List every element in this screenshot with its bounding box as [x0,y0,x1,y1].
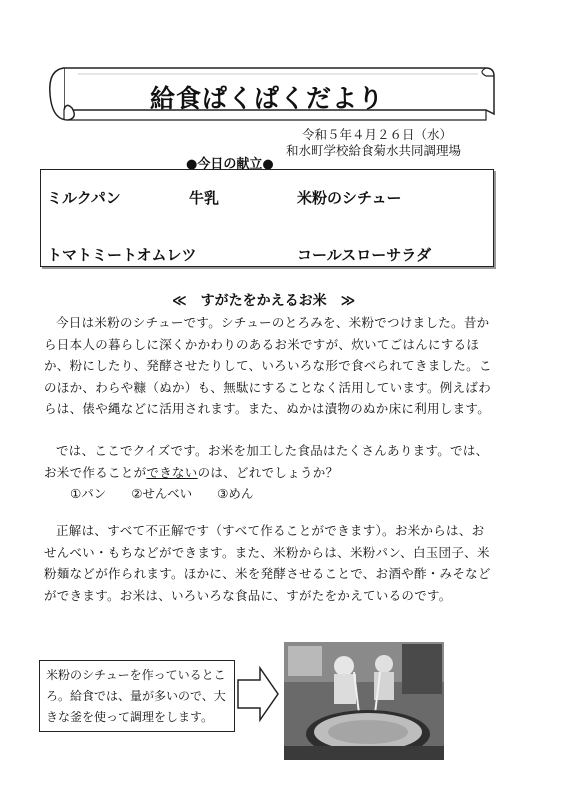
menu-item-milk: 牛乳 [189,189,220,207]
article-paragraph-2 [44,440,494,483]
menu-box [40,169,494,267]
article-paragraph-3: 正解は、すべて不正解です（すべて作ることができます）。お米からは、おせんべい・もちなどができます。また、米粉からは、米粉パン、白玉団子、米粉麺などが作られます。ほかに、米を発酵させることで、お酒や酢・みそなどができます。お米は、いろいろな食品に、すがたをかえているのです。 [44,523,491,603]
quiz-choices: ①パン ②せんべい ③めん [70,486,254,501]
kitchen-cooking-photo [284,642,444,760]
school-name: 和水町学校給食菊水共同調理場 [286,143,462,158]
menu-item-milk-bread: ミルクパン [47,189,121,207]
newsletter-title: 給食ぱくぱくだより [150,84,385,113]
article-title: ≪ すがたをかえるお米 ≫ [172,293,356,309]
quiz-underlined-text: できない [146,464,198,480]
issue-date: 令和５年４月２６日（水） [302,127,453,142]
article-paragraph-1: 今日は米粉のシチューです。シチューのとろみを、米粉でつけました。昔から日本人の暮らしに深くかかわりのあるお米ですが、炊いてごはんにするほか、粉にしたり、発酵させたりして、いろいろな形で食べられてきました。このほか、わらや糠（ぬか）も、無駄にすることなく活用しています。例えばわらは、俵や縄などに活用されます。また、ぬかは漬物のぬか床に利用します。 [44,315,492,416]
menu-heading: ●今日の献立● [186,157,274,172]
menu-item-tomato-meat-omelet: トマトミートオムレツ [47,246,197,264]
arrow-right-icon [236,664,280,724]
quiz-text-before: では、ここでクイズです。お米を加工した食品はたくさんあります。では、お米で作ることが [44,443,489,480]
photo-caption: 米粉のシチューを作っているところ。給食では、量が多いので、大きな釜を使って調理をします。 [39,660,235,732]
menu-item-rice-flour-stew: 米粉のシチュー [297,189,402,207]
menu-item-coleslaw-salad: コールスローサラダ [297,246,432,264]
quiz-text-after: のは、どれでしょうか？ [197,464,339,480]
